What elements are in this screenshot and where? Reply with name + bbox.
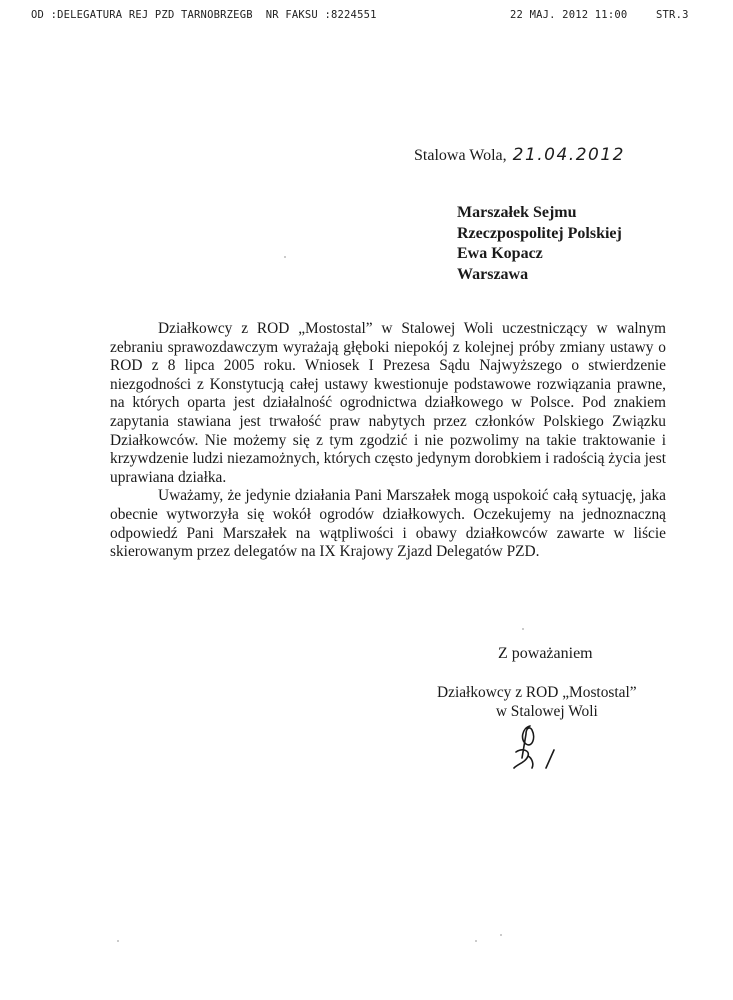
recipient-line: Rzeczpospolitej Polskiej: [457, 224, 622, 242]
recipient-line: Ewa Kopacz: [457, 245, 543, 262]
place: Stalowa Wola,: [414, 147, 507, 164]
handwritten-signature-icon: [508, 722, 578, 772]
handwritten-date: 21.04.2012: [512, 145, 625, 165]
scan-speck: [475, 940, 477, 942]
scan-speck: [284, 256, 286, 258]
signatory-line: w Stalowej Woli: [495, 702, 598, 720]
signatory-block: [437, 684, 637, 721]
scan-speck: [522, 628, 524, 630]
recipient-line: Marszałek Sejmu: [457, 204, 577, 221]
scan-speck: [117, 940, 119, 942]
closing-salutation: Z poważaniem: [498, 645, 593, 662]
letter-body: [110, 320, 666, 562]
signatory-line: Działkowcy z ROD „Mostostal”: [437, 684, 637, 701]
fax-transmission-header: [31, 9, 703, 57]
body-paragraph: Działkowcy z ROD „Mostostal” w Stalowej Woli uczestniczący w walnym zebraniu sprawozdawczym wyrażają głęboki niepokój z kolejnej próby zmiany ustawy o ROD z 8 lipca 2005 roku. Wniosek I Prezesa Sądu Najwyższego o stwierdzenie niezgodności z Konstytucją całej ustawy kwestionuje podstawowe rozwiązania prawne, na których oparta jest działalność ogrodnictwa działkowego w Polsce. Pod znakiem zapytania stawiana jest trwałość praw nabytych przez członków Polskiego Związku Działkowców. Nie możemy się z tym zgodzić i nie pozwolimy na takie traktowanie i krzywdzenie ludzi niezamożnych, których często jedynym dorobkiem i radością życia jest uprawiana działka.: [110, 320, 666, 486]
fax-datetime: 22 MAJ. 2012 11:00: [510, 9, 628, 21]
recipient-line: Warszawa: [457, 265, 529, 283]
place-and-date: [414, 145, 625, 165]
recipient-address: [457, 203, 622, 285]
body-paragraph: Uważamy, że jedynie działania Pani Marszałek mogą uspokoić całą sytuację, jaka obecnie wytworzyła się wokół ogrodów działkowych. Oczekujemy na jednoznaczną odpowiedź Pani Marszałek na wątpliwości i obawy działkowców zawarte w liście skierowanym przez delegatów na IX Krajowy Zjazd Delegatów PZD.: [110, 487, 666, 561]
fax-page-number: STR.3: [656, 9, 689, 21]
fax-sender: OD :DELEGATURA REJ PZD TARNOBRZEGB NR FAKSU :8224551: [31, 9, 377, 21]
scan-speck: [500, 934, 502, 936]
